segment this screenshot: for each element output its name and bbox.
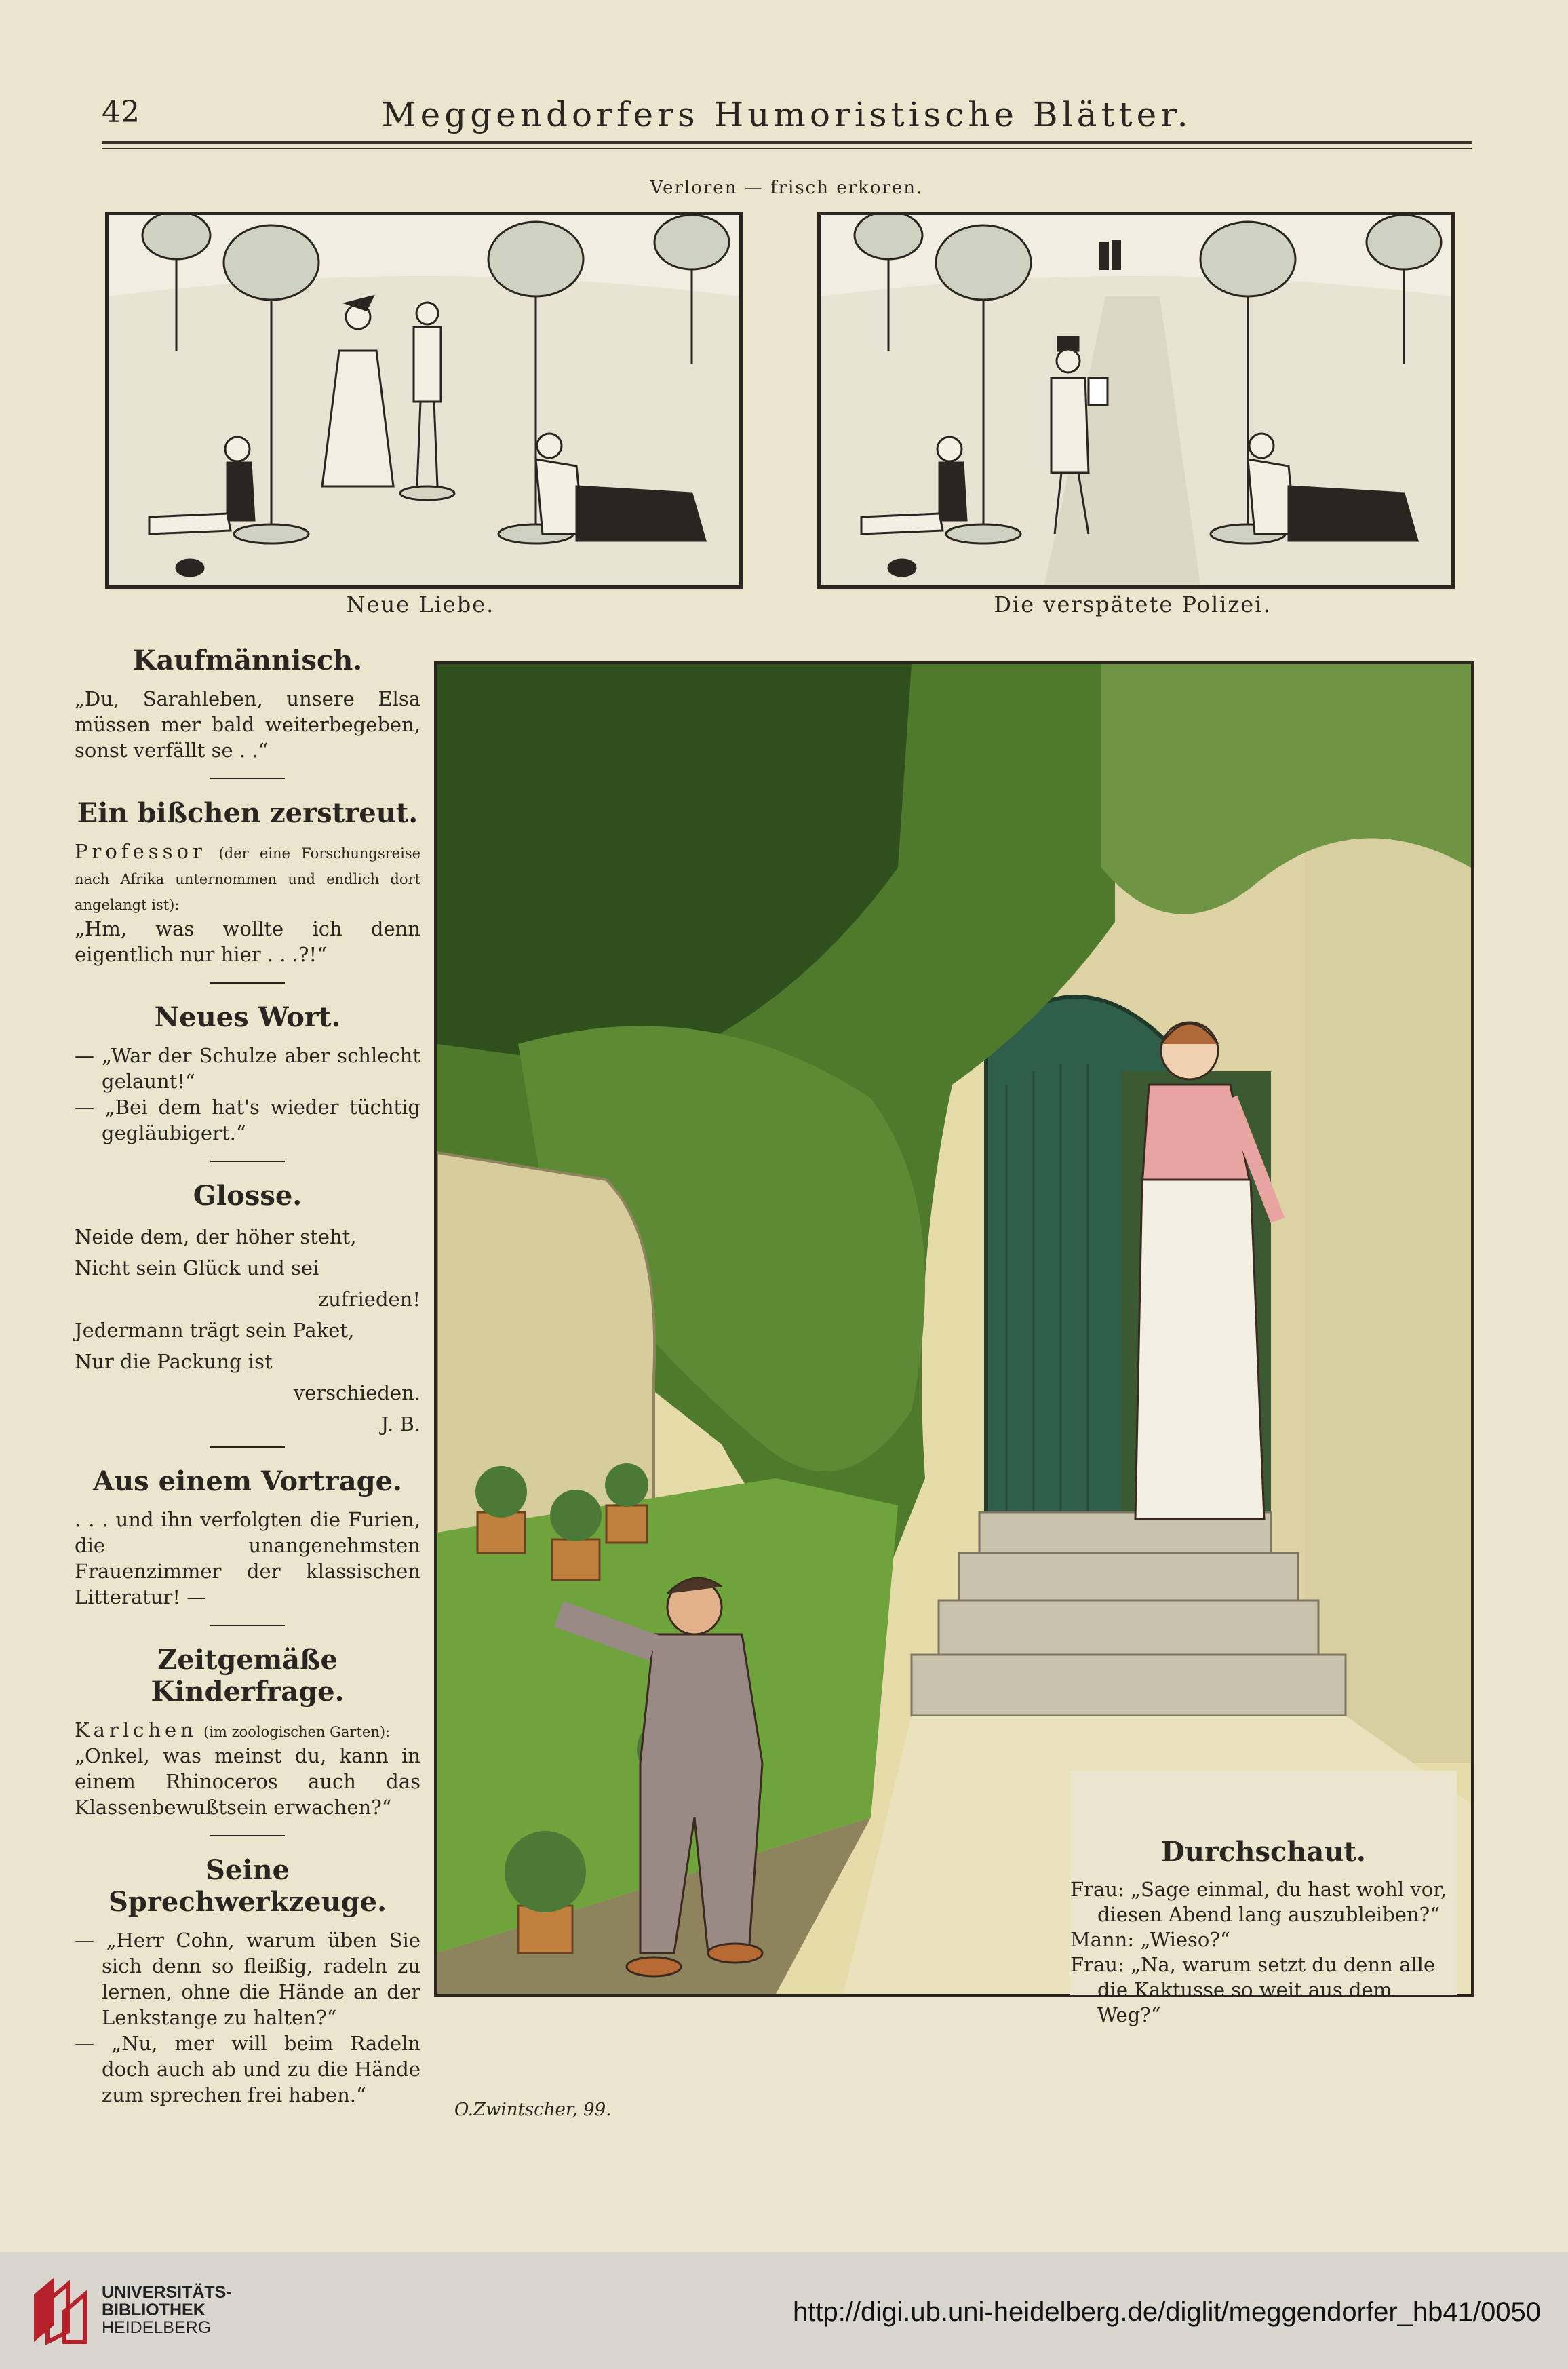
dialog-line: Mann: „Wieso?“ <box>1070 1928 1230 1951</box>
source-url-link[interactable]: http://digi.ub.uni-heidelberg.de/diglit/meggendorfer_hb41/0050 <box>792 2297 1541 2327</box>
running-title: Meggendorfers Humoristische Blätter. <box>381 95 1192 134</box>
artist-signature: O.Zwintscher, 99. <box>454 2100 612 2120</box>
logo-line: UNIVERSITÄTS- <box>102 2283 232 2302</box>
comic-caption-2: Die verspätete Polizei. <box>994 592 1272 617</box>
dialog-line: — „Nu, mer will beim Radeln doch auch ab und zu die Hände zum sprechen frei haben.“ <box>75 2032 420 2106</box>
comic-title: Verloren — frisch erkoren. <box>650 178 924 198</box>
joke-kaufmaennisch <box>75 644 420 763</box>
joke-heading: Glosse. <box>193 1180 302 1212</box>
joke-heading: Ein bißchen zerstreut. <box>77 797 418 829</box>
joke-text: „Onkel, was meinst du, kann in einem Rhinoceros auch das Klassenbewußtsein erwachen?“ <box>75 1744 420 1819</box>
comic-panel-2 <box>817 212 1455 589</box>
joke-heading: Neues Wort. <box>154 1001 341 1033</box>
header-rule-thin <box>102 148 1472 149</box>
joke-durchschaut <box>1070 1771 1457 2026</box>
university-logo-icon <box>27 2274 95 2349</box>
joke-heading: Kaufmännisch. <box>132 644 363 676</box>
dialog-line: — „Herr Cohn, warum üben Sie sich denn so fleißig, radeln zu lernen, ohne die Hände an der Lenkstange zu halten?“ <box>75 1929 420 2029</box>
speaker-name: Professor <box>75 840 206 863</box>
poem-line: Nur die Packung ist <box>75 1350 273 1373</box>
poem-line: Neide dem, der höher steht, <box>75 1225 357 1248</box>
joke-heading: Zeitgemäße Kinderfrage. <box>151 1644 345 1708</box>
joke-text: „Hm, was wollte ich denn eigentlich nur hier . . .?!“ <box>75 917 420 966</box>
speaker-name: Karlchen <box>75 1718 197 1741</box>
joke-zerstreut <box>75 797 420 967</box>
comic-panel-1-drawing <box>109 215 739 585</box>
page-header <box>102 95 1472 142</box>
poem-glosse <box>75 1180 420 1440</box>
poem-line: zufrieden! <box>317 1288 420 1311</box>
poem-author: J. B. <box>380 1412 420 1436</box>
joke-text: „Du, Sarahleben, unsere Elsa müssen mer bald weiterbegeben, sonst verfällt se . .“ <box>75 687 420 762</box>
dialog-line: — „Bei dem hat's wieder tüchtig gegläubigert.“ <box>75 1096 420 1144</box>
dialog-line: Frau: „Sage einmal, du hast wohl vor, diesen Abend lang auszubleiben?“ <box>1070 1878 1447 1926</box>
dialog-line: — „War der Schulze aber schlecht gelaunt!“ <box>75 1044 420 1093</box>
joke-kinderfrage <box>75 1644 420 1820</box>
joke-heading: Aus einem Vortrage. <box>93 1465 402 1497</box>
joke-column <box>75 644 420 2108</box>
joke-text: . . . und ihn verfolgten die Furien, die unangenehmsten Frauenzimmer der klassischen Litteratur! — <box>75 1508 420 1609</box>
joke-heading: Seine Sprechwerkzeuge. <box>108 1854 387 1918</box>
poem-line: Jedermann trägt sein Paket, <box>75 1319 355 1342</box>
logo-line: HEIDELBERG <box>102 2318 212 2337</box>
joke-vortrag <box>75 1465 420 1610</box>
poem-line: verschieden. <box>293 1381 420 1404</box>
page-number: 42 <box>102 95 140 130</box>
separator-rule <box>210 982 285 984</box>
joke-neues-wort <box>75 1001 420 1146</box>
dialog-line: Frau: „Na, warum setzt du denn alle die Kaktusse so weit aus dem Weg?“ <box>1070 1953 1436 2026</box>
comic-caption-1: Neue Liebe. <box>346 592 495 617</box>
separator-rule <box>210 1625 285 1626</box>
joke-heading: Durchschaut. <box>1161 1836 1366 1868</box>
poem-line: Nicht sein Glück und sei <box>75 1256 319 1279</box>
stage-note: (der eine Forschungsreise nach Afrika unternommen und endlich dort angelangt ist): <box>75 845 421 913</box>
separator-rule <box>210 1161 285 1162</box>
university-logo-text <box>102 2284 232 2336</box>
logo-line: BIBLIOTHEK <box>102 2300 205 2319</box>
separator-rule <box>210 778 285 779</box>
separator-rule <box>210 1835 285 1836</box>
joke-sprechwerkzeuge <box>75 1854 420 2108</box>
header-rule <box>102 141 1472 144</box>
viewer-footer <box>0 2252 1568 2369</box>
comic-panel-2-drawing <box>821 215 1451 585</box>
separator-rule <box>210 1446 285 1448</box>
comic-panel-1 <box>105 212 743 589</box>
stage-note: (im zoologischen Garten): <box>203 1724 391 1740</box>
